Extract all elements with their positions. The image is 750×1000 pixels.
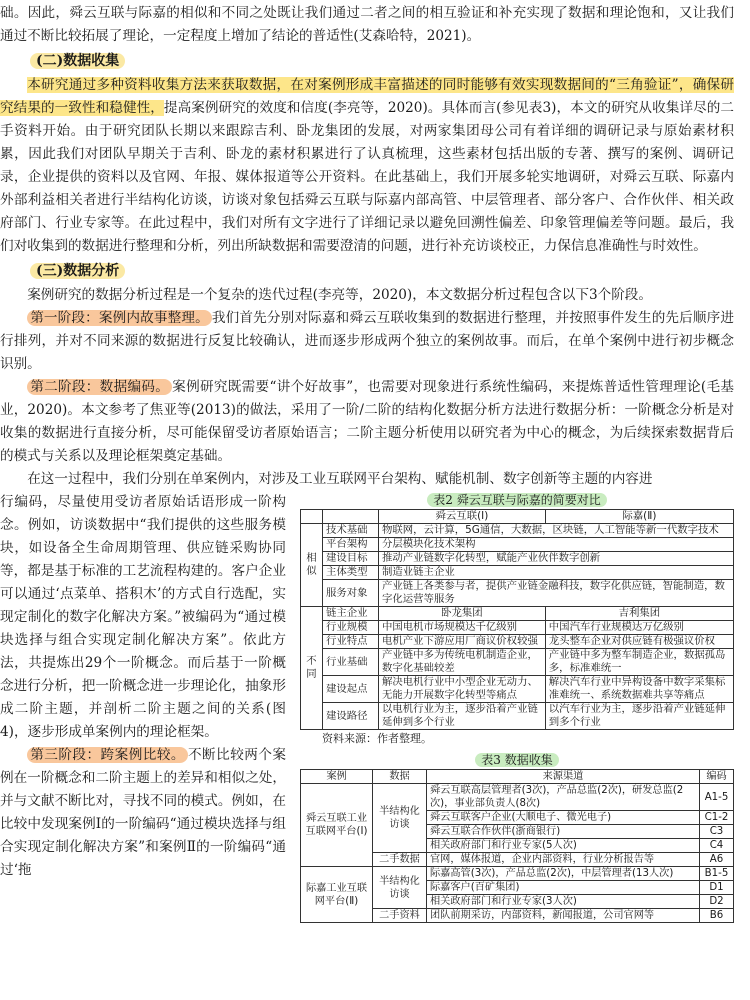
table-cell: 二手数据 [373, 853, 427, 867]
stage2-label: 第二阶段：数据编码。 [27, 379, 172, 395]
table2-group-similar: 相似 [301, 524, 323, 607]
stage3-label: 第三阶段：跨案例比较。 [27, 747, 188, 763]
table2 [300, 509, 734, 730]
table-cell: 分层模块化技术架构 [379, 538, 734, 552]
table-cell: 官网，媒体报道，企业内部资料，行业分析报告等 [427, 853, 700, 867]
table-cell: 产业链中多为传统电机制造企业，数字化基础较差 [379, 649, 546, 676]
table-cell: 我们首先分别对际嘉和舜云互联收集到的数据进行整理，并按照事件发生的先后顺序进行排列，并对不同来源的数据进行反复比较确认，进而逐步形成两个独立的案例故事。而后，在单个案例中进行初步概念识别。 [0, 310, 735, 372]
table-cell: 半结构化访谈 [373, 784, 427, 853]
table-cell: 相关政府部门和行业专家(3人次) [427, 895, 700, 909]
table3-title [300, 751, 734, 769]
table-cell: 团队前期采访，内部资料，新闻报道，公司官网等 [427, 909, 700, 923]
table-cell: 不断比较两个案例在一阶概念和二阶主题上的差异和相似之处，并与文献不断比对，寻找不同的模式。例如，在比较中发现案例Ⅰ的一阶编码“通过模块选择与组合实现定制化解决方案”和案例Ⅱ的一阶编码“通过‘拖 [0, 747, 287, 878]
table-cell: 舜云互联客户企业(大顺电子、微光电子) [427, 811, 700, 825]
table-cell: (二)数据收集 [30, 53, 125, 69]
left-text-column [0, 491, 286, 882]
table-cell: 卧龙集团 [379, 607, 546, 621]
table-cell: 行业基础 [323, 649, 379, 676]
table3-case2: 际嘉工业互联网平台(Ⅱ) [301, 867, 373, 923]
table-cell: B1-5 [700, 867, 734, 881]
table-cell: 提高案例研究的效度和信度(李亮等，2020)。具体而言(参见表3)，本文的研究从收集详尽的二手资料开始。由于研究团队长期以来跟踪吉利、卧龙集团的发展，对两家集团母公司有着详细的调研记录与原始素材积累，因此我们对团队早期关于吉利、卧龙的素材积累进行了认真梳理，这些素材包括出版的专著、撰写的案例、调研记录，企业提供的资料以及官网、年报、媒体报道等公开资料。在此基础上，我们开展多轮实地调研，对舜云互联、际嘉内外部利益相关者进行半结构化访谈，访谈对象包括舜云互联与际嘉内部高管、中层管理者、部分客户、合作伙伴、相关政府部门、行业专家等。在此过程中，我们对所有文字进行了详细记录以避免回溯性偏差、印象管理偏差等问题。最后，我们对收集到的数据进行整理和分析，列出所缺数据和需要澄清的问题，进行补充访谈校正，力保信息准确性与时效性。 [0, 100, 734, 254]
table-row [301, 703, 734, 730]
table2-source: 资料来源：作者整理。 [322, 732, 432, 745]
table-cell: D1 [700, 881, 734, 895]
table-cell: 表2 舜云互联与际嘉的简要对比 [427, 493, 606, 507]
table-cell: 物联网，云计算，5G通信，大数据，区块链，人工智能等新一代数字技术 [379, 524, 734, 538]
table-row [301, 566, 734, 580]
table-cell: 舜云互联合作伙伴(浙商银行) [427, 825, 700, 839]
table-cell: 舜云互联高层管理者(3次)，产品总监(2次)，研发总监(2次)，事业部负责人(8次) [427, 784, 700, 811]
table-cell: 表3 数据收集 [475, 753, 558, 767]
table-cell: 解决汽车行业中异构设备中数字采集标准难统一、系统数据难共享等痛点 [545, 676, 733, 703]
table-row [301, 784, 734, 811]
table-cell: 案例研究既需要“讲个好故事”，也需要对现象进行系统性编码，来提炼普适性管理理论(毛基业，2020)。本文参考了焦亚等(2013)的做法，采用了一阶/二阶的结构化数据分析方法进行数据分析：一阶概念分析是对收集的数据进行直接分析，尽可能保留受访者原始语言；二阶主题分析使用以研究者为中心的概念，为后续探索数据背后的模式与关系以及理论框架奠定基础。 [0, 379, 735, 464]
paragraph-coding: 行编码，尽量使用受访者原始话语形成一阶构念。例如，访谈数据中“我们提供的这些服务模块，如设备全生命周期管理、供应链采购协同等，都是基于标准的工艺流程构建的。客户企业可以通过‘点菜单、搭积木’的方式自行选配，实现定制化的数字化解决方案。”被编码为“通过模块选择与组合实现定制化解决方案”。依此方法，共提炼出29个一阶概念。而后基于一阶概念进行分析，把一阶概念进一步理论化，抽象形成二阶主题，并剖析二阶主题之间的关系(图4)，逐步形成单案例内的理论框架。 [0, 494, 286, 740]
table-row [301, 635, 734, 649]
paragraph-stage2 [0, 376, 734, 468]
table-cell: A1-5 [700, 784, 734, 811]
table-cell: 际嘉高管(3次)，产品总监(2次)，中层管理者(13人次) [427, 867, 700, 881]
table2-title [300, 491, 734, 509]
table-cell: 链主企业 [323, 607, 379, 621]
table2-header-b: 际嘉(Ⅱ) [545, 510, 733, 524]
table-row [301, 621, 734, 635]
table-cell: 制造业链主企业 [379, 566, 734, 580]
table-cell: 电机产业下游应用厂商议价权较强 [379, 635, 546, 649]
paragraph-top: 础。因此，舜云互联与际嘉的相似和不同之处既让我们通过二者之间的相互验证和补充实现了数据和理论饱和，又让我们通过不断比较拓展了理论，一定程度上增加了结论的普适性(艾森哈特，2021)。 [0, 5, 734, 44]
table-cell: 建设目标 [323, 552, 379, 566]
table-cell: 主体类型 [323, 566, 379, 580]
table-cell: 中国汽车行业规模达万亿级别 [545, 621, 733, 635]
highlighted-sentence: 本研究通过多种资料收集方法来获取数据，在对案例形成丰富描述的同时能够有效实现数据间的“三角验证”，确保研究结果的一致性和稳健性， [0, 77, 734, 116]
table2-header-a: 舜云互联(Ⅰ) [379, 510, 546, 524]
table-row [301, 770, 734, 784]
table-row [301, 867, 734, 881]
table-row [301, 676, 734, 703]
paragraph-stage1 [0, 307, 734, 376]
section-heading-data-analysis [30, 259, 734, 283]
table-cell: 解决电机行业中小型企业无动力、无能力开展数字化转型等痛点 [379, 676, 546, 703]
table-cell: 际嘉客户(百矿集团) [427, 881, 700, 895]
tables-column [300, 491, 734, 923]
table-cell: D2 [700, 895, 734, 909]
table-cell: 龙头整车企业对供应链有极强议价权 [545, 635, 733, 649]
table-cell: 行业规模 [323, 621, 379, 635]
table-cell: (三)数据分析 [30, 263, 125, 279]
table-row [301, 607, 734, 621]
section-heading-data-collection [30, 49, 734, 73]
table-cell: 平台架构 [323, 538, 379, 552]
table-cell: 推动产业链数字化转型，赋能产业伙伴数字创新 [379, 552, 734, 566]
table-cell: 以汽车行业为主，逐步沿着产业链延伸到多个行业 [545, 703, 733, 730]
table-row [301, 524, 734, 538]
table2-group-diff: 不同 [301, 607, 323, 730]
table-cell: 数据 [373, 770, 427, 784]
table-cell: 行业特点 [323, 635, 379, 649]
table-cell: 相关政府部门和行业专家(5人次) [427, 839, 700, 853]
table-row [301, 552, 734, 566]
paragraph-analysis-intro: 案例研究的数据分析过程是一个复杂的迭代过程(李亮等，2020)，本文数据分析过程包含以下3个阶段。 [27, 287, 652, 303]
table-cell: 建设起点 [323, 676, 379, 703]
table-cell: 服务对象 [323, 580, 379, 607]
table-cell: 来源渠道 [427, 770, 700, 784]
table-cell: C4 [700, 839, 734, 853]
table-cell: C1-2 [700, 811, 734, 825]
table-cell: 产业链上各类参与者，提供产业链金融科技，数字化供应链，智能制造，数字化运营等服务 [379, 580, 734, 607]
table-cell: A6 [700, 853, 734, 867]
table-cell: 产业链中多为整车制造企业，数据孤岛多，标准难统一 [545, 649, 733, 676]
table-cell: 中国电机市场规模达千亿级别 [379, 621, 546, 635]
table-cell: 半结构化访谈 [373, 867, 427, 909]
table-row [301, 538, 734, 552]
stage1-label: 第一阶段：案例内故事整理。 [27, 310, 212, 326]
table-cell: C3 [700, 825, 734, 839]
table3-case1: 舜云互联工业互联网平台(Ⅰ) [301, 784, 373, 867]
table-cell: 技术基础 [323, 524, 379, 538]
table3 [300, 769, 734, 923]
table-cell: 编码 [700, 770, 734, 784]
table-cell: 吉利集团 [545, 607, 733, 621]
table-cell: B6 [700, 909, 734, 923]
table-row [301, 649, 734, 676]
table-cell: 建设路径 [323, 703, 379, 730]
paragraph-stage3 [0, 744, 286, 882]
table-cell: 二手资料 [373, 909, 427, 923]
paragraph-data-collection [0, 74, 734, 258]
table-row [301, 510, 734, 524]
table-row [301, 580, 734, 607]
paragraph-coding-line: 在这一过程中，我们分别在单案例内，对涉及工业互联网平台架构、赋能机制、数字创新等主题的内容进 [27, 471, 653, 487]
table-cell: 以电机行业为主，逐步沿着产业链延伸到多个行业 [379, 703, 546, 730]
table-cell: 案例 [301, 770, 373, 784]
